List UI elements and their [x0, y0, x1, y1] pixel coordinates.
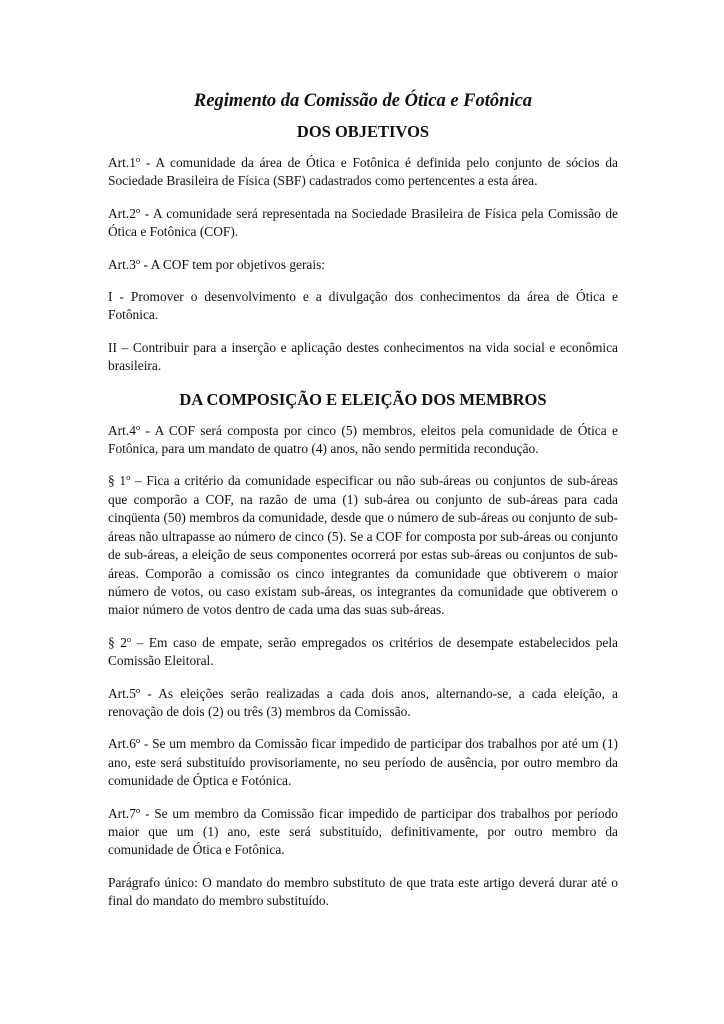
article-4: [108, 422, 618, 459]
ordinal-marker: o: [126, 633, 132, 644]
article-text: – Fica a critério da comunidade especificar ou não sub-áreas ou conjuntos de sub-áreas que comporão a COF, na razão de uma (1) sub-área ou conjunto de sub-áreas para cada cinqüenta (50) membros da comunidade, desde que o número de sub-áreas ou conjunto de sub-áreas não ultrapasse ao número de cinco (5). Se a COF for composta por sub-áreas ou conjunto de sub-áreas, a eleição de seus componentes ocorrerá por estas sub-áreas ou conjuntos de sub-áreas. Comporão a comissão os cinco integrantes da comunidade que obtiverem o maior número de votos, ou caso existam sub-áreas, os integrantes da comunidade que obtiverem o maior número de votos dentro de cada uma das suas sub-áreas.: [108, 473, 618, 618]
paragraph-2: [108, 634, 618, 671]
article-text: – Em caso de empate, serão empregados os critérios de desempate estabelecidos pela Comissão Eleitoral.: [108, 634, 618, 669]
article-7: [108, 805, 618, 860]
article-label: Art.7: [108, 805, 136, 821]
article-text: - A comunidade será representada na Sociedade Brasileira de Física pela Comissão de Ótica e Fotônica (COF).: [108, 205, 618, 240]
document-title: Regimento da Comissão de Ótica e Fotônica: [193, 91, 533, 111]
article-2: [108, 205, 618, 242]
section-heading-objetivos: DOS OBJETIVOS: [296, 122, 430, 141]
ordinal-marker: o: [135, 204, 141, 215]
ordinal-marker: o: [135, 154, 141, 164]
ordinal-marker: o: [135, 255, 141, 266]
item-ii: [108, 339, 618, 376]
item-text: II – Contribuir para a inserção e aplicação destes conhecimentos na vida social e econômica brasileira.: [108, 339, 618, 374]
paragraph-1: [108, 472, 618, 619]
article-label: Art.6: [108, 736, 136, 752]
ordinal-marker: o: [135, 684, 141, 695]
ordinal-marker: o: [135, 421, 141, 432]
document-body: [108, 90, 618, 925]
article-1: [108, 154, 618, 191]
article-label: Art.5: [108, 685, 136, 701]
article-3: [108, 256, 618, 274]
ordinal-marker: o: [135, 804, 141, 815]
article-label: § 2: [108, 634, 127, 650]
article-text: - As eleições serão realizadas a cada dois anos, alternando-se, a cada eleição, a renovação de dois (2) ou três (3) membros da Comissão.: [108, 685, 618, 719]
paragrafo-unico: [108, 874, 618, 911]
item-text: Parágrafo único: O mandato do membro substituto de que trata este artigo deverá durar até o final do mandato do membro substituído.: [108, 874, 618, 909]
article-label: § 1: [108, 473, 127, 489]
ordinal-marker: o: [135, 735, 141, 746]
item-i: [108, 288, 618, 325]
item-text: I - Promover o desenvolvimento e a divulgação dos conhecimentos da área de Ótica e Fotônica.: [108, 289, 618, 323]
article-label: Art.1: [108, 155, 136, 170]
article-5: [108, 685, 618, 722]
article-text: - A COF tem por objetivos gerais:: [140, 256, 326, 272]
article-text: - Se um membro da Comissão ficar impedido de participar dos trabalhos por até um (1) ano, este será substituído provisoriamente, no seu período de ausência, por outro membro da comunidade de Óptica e Fotónica.: [108, 736, 618, 789]
ordinal-marker: o: [126, 472, 131, 483]
article-text: - A COF será composta por cinco (5) membros, eleitos pela comunidade de Ótica e Fotônica, para um mandato de quatro (4) anos, não sendo permitida recondução.: [108, 422, 618, 457]
section-heading-composicao: DA COMPOSIÇÃO E ELEIÇÃO DOS MEMBROS: [179, 389, 547, 409]
article-label: Art.2: [108, 205, 136, 221]
article-label: Art.3: [108, 256, 136, 272]
article-label: Art.4: [108, 422, 136, 438]
article-6: [108, 735, 618, 790]
article-text: - Se um membro da Comissão ficar impedido de participar dos trabalhos por período maior que um (1) ano, este será substituído, definitivamente, por outro membro da comunidade de Ótica e Fotônica.: [108, 805, 618, 858]
article-text: - A comunidade da área de Ótica e Fotônica é definida pelo conjunto de sócios da Sociedade Brasileira de Física (SBF) cadastrados como pertencentes a esta área.: [108, 155, 618, 189]
